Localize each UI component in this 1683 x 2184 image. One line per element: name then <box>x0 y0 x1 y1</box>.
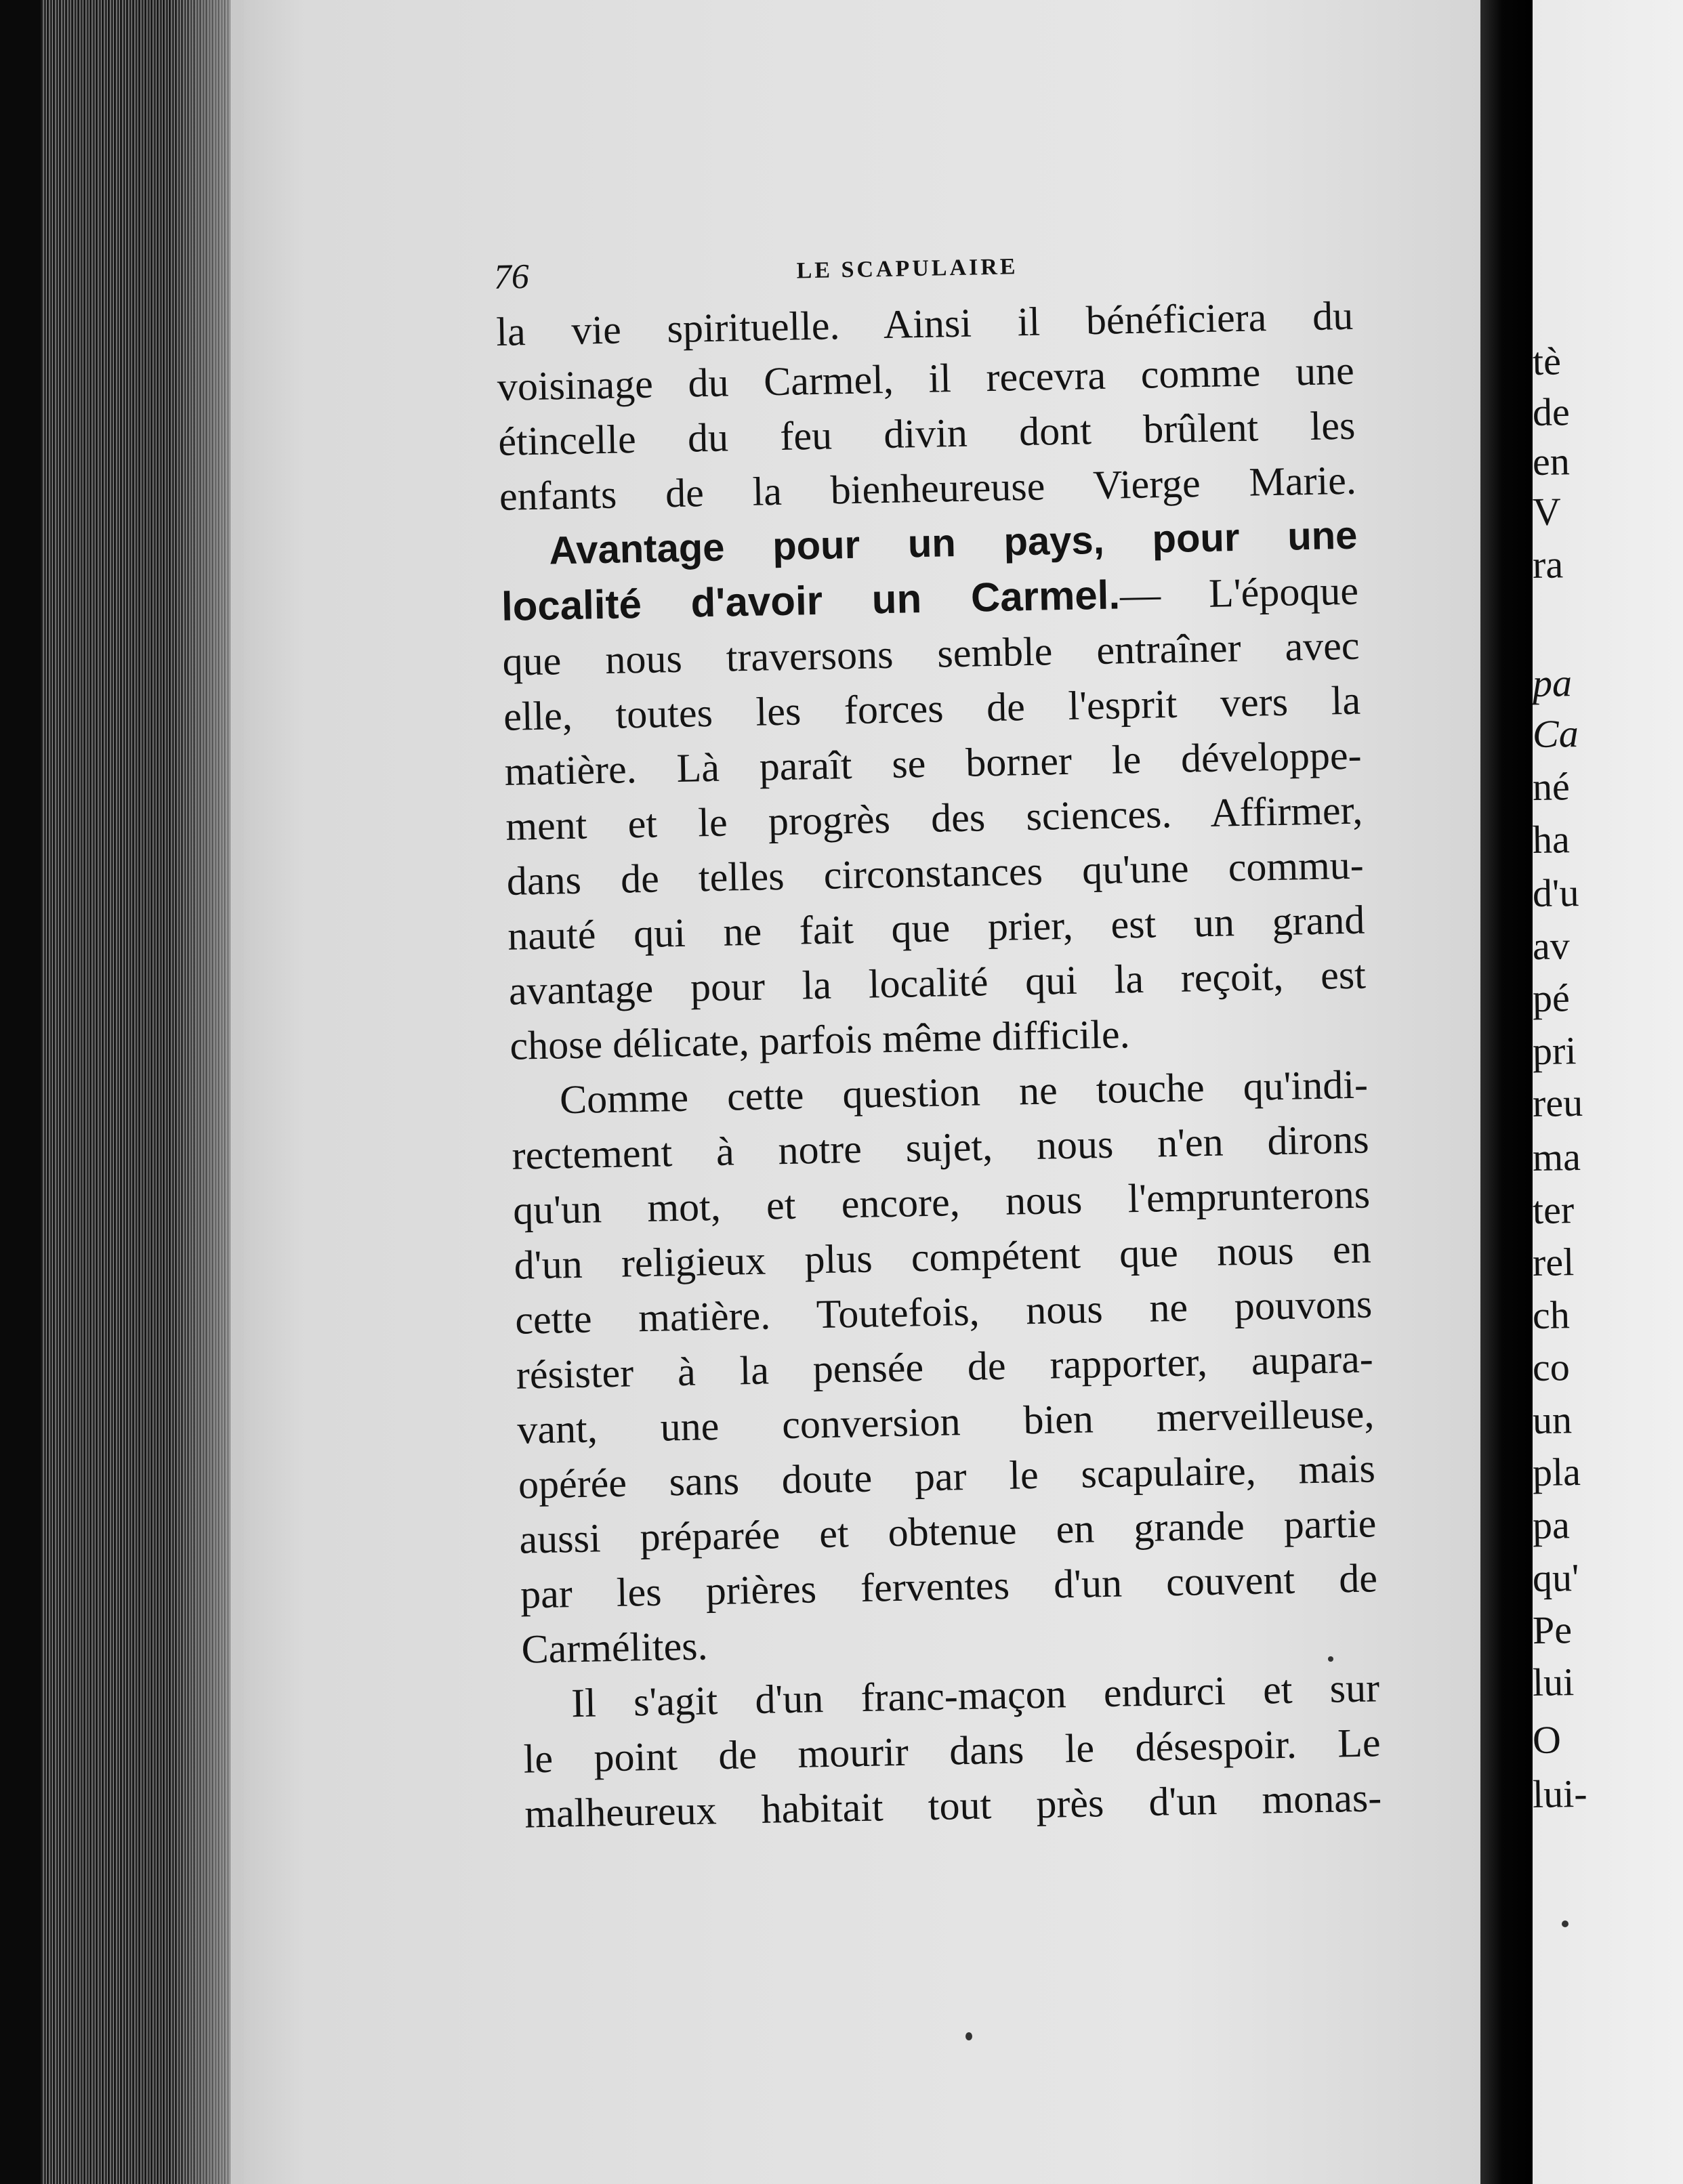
text-line: avantage pour la localité qui la reçoit, est <box>508 952 1367 1013</box>
facing-fragment: tè <box>1533 339 1562 383</box>
text-line: chose délicate, parfois même difficile. <box>509 1011 1131 1068</box>
text-line: enfants de la bienheureuse Vierge Marie. <box>499 457 1357 519</box>
facing-fragment: Pe <box>1533 1608 1573 1652</box>
text-line: étincelle du feu divin dont brûlent les <box>497 402 1356 464</box>
facing-fragment: pla <box>1533 1450 1581 1494</box>
text-line: dans de telles circonstances qu'une commu- <box>506 842 1365 904</box>
facing-fragment: un <box>1533 1398 1573 1442</box>
text-line: vant, une conversion bien merveilleuse, <box>516 1391 1375 1452</box>
facing-fragment: co <box>1533 1345 1571 1389</box>
dust-speck <box>1562 1920 1568 1927</box>
text-line: rectement à notre sujet, nous n'en dirons <box>512 1116 1370 1178</box>
facing-fragment: ha <box>1533 817 1571 862</box>
facing-fragment: ch <box>1533 1293 1571 1337</box>
text-line: que nous traversons semble entraîner avec <box>502 623 1360 684</box>
text-line: elle, toutes les forces de l'esprit vers la <box>503 677 1361 739</box>
page-edge-shading <box>169 0 244 2184</box>
heading-dash-text: — L'époque <box>1119 568 1359 618</box>
text-line: opérée sans doute par le scapulaire, mais <box>518 1446 1376 1507</box>
facing-fragment: Ca <box>1533 711 1579 756</box>
book-gutter <box>1480 0 1535 2184</box>
text-line: d'un religieux plus compétent que nous en <box>514 1226 1372 1288</box>
section-heading-line: Avantage pour un pays, pour une <box>548 513 1358 573</box>
text-line: Carmélites. <box>521 1623 709 1672</box>
section-heading-run: localité d'avoir un Carmel. <box>501 572 1121 629</box>
text-line: aussi préparée et obtenue en grande partie <box>518 1500 1377 1562</box>
text-line: malheureux habitait tout près d'un monas- <box>524 1775 1382 1836</box>
text-line: ment et le progrès des sciences. Affirmer, <box>505 787 1363 849</box>
facing-fragment: lui <box>1533 1660 1575 1704</box>
facing-fragment: rel <box>1533 1240 1575 1284</box>
facing-page-cropped <box>1533 0 1683 2184</box>
page-number: 76 <box>493 257 530 297</box>
facing-fragment: pé <box>1533 975 1571 1020</box>
text-line: matière. Là paraît se borner le développe- <box>504 732 1363 794</box>
facing-fragment: ra <box>1533 542 1564 587</box>
facing-fragment: pa <box>1533 660 1573 705</box>
text-line: cette matière. Toutefois, nous ne pouvons <box>514 1281 1373 1343</box>
page-text-block <box>495 234 1386 1842</box>
facing-fragment: V <box>1533 489 1562 534</box>
facing-fragment: ter <box>1533 1188 1575 1232</box>
facing-fragment: qu' <box>1533 1555 1579 1600</box>
dust-speck <box>1328 1656 1333 1662</box>
text-line: nauté qui ne fait que prier, est un grand <box>507 897 1365 959</box>
text-line: par les prières ferventes d'un couvent de <box>520 1555 1378 1617</box>
facing-fragment: de <box>1533 390 1571 434</box>
facing-fragment: pri <box>1533 1028 1577 1073</box>
facing-fragment: reu <box>1533 1080 1583 1125</box>
facing-fragment: ma <box>1533 1135 1581 1179</box>
text-line: voisinage du Carmel, il recevra comme une <box>497 348 1355 409</box>
facing-fragment: né <box>1533 764 1571 809</box>
dust-speck <box>965 2032 972 2040</box>
text-line: résister à la pensée de rapporter, aupara- <box>516 1336 1374 1398</box>
text-line: Il s'agit d'un franc-maçon endurci et sur <box>570 1665 1380 1726</box>
text-line: qu'un mot, et encore, nous l'emprunterons <box>512 1171 1371 1233</box>
text-line: la vie spirituelle. Ainsi il bénéficiera du <box>495 293 1354 354</box>
facing-fragment: d'u <box>1533 870 1579 915</box>
text-line: le point de mourir dans le désespoir. Le <box>523 1720 1381 1782</box>
running-head-title: LE SCAPULAIRE <box>796 254 1018 284</box>
text-line: Comme cette question ne touche qu'indi- <box>559 1062 1369 1122</box>
facing-fragment: O <box>1533 1717 1562 1762</box>
facing-fragment: lui- <box>1533 1771 1587 1816</box>
facing-fragment: av <box>1533 923 1571 968</box>
facing-fragment: en <box>1533 439 1571 484</box>
facing-fragment: pa <box>1533 1503 1571 1547</box>
